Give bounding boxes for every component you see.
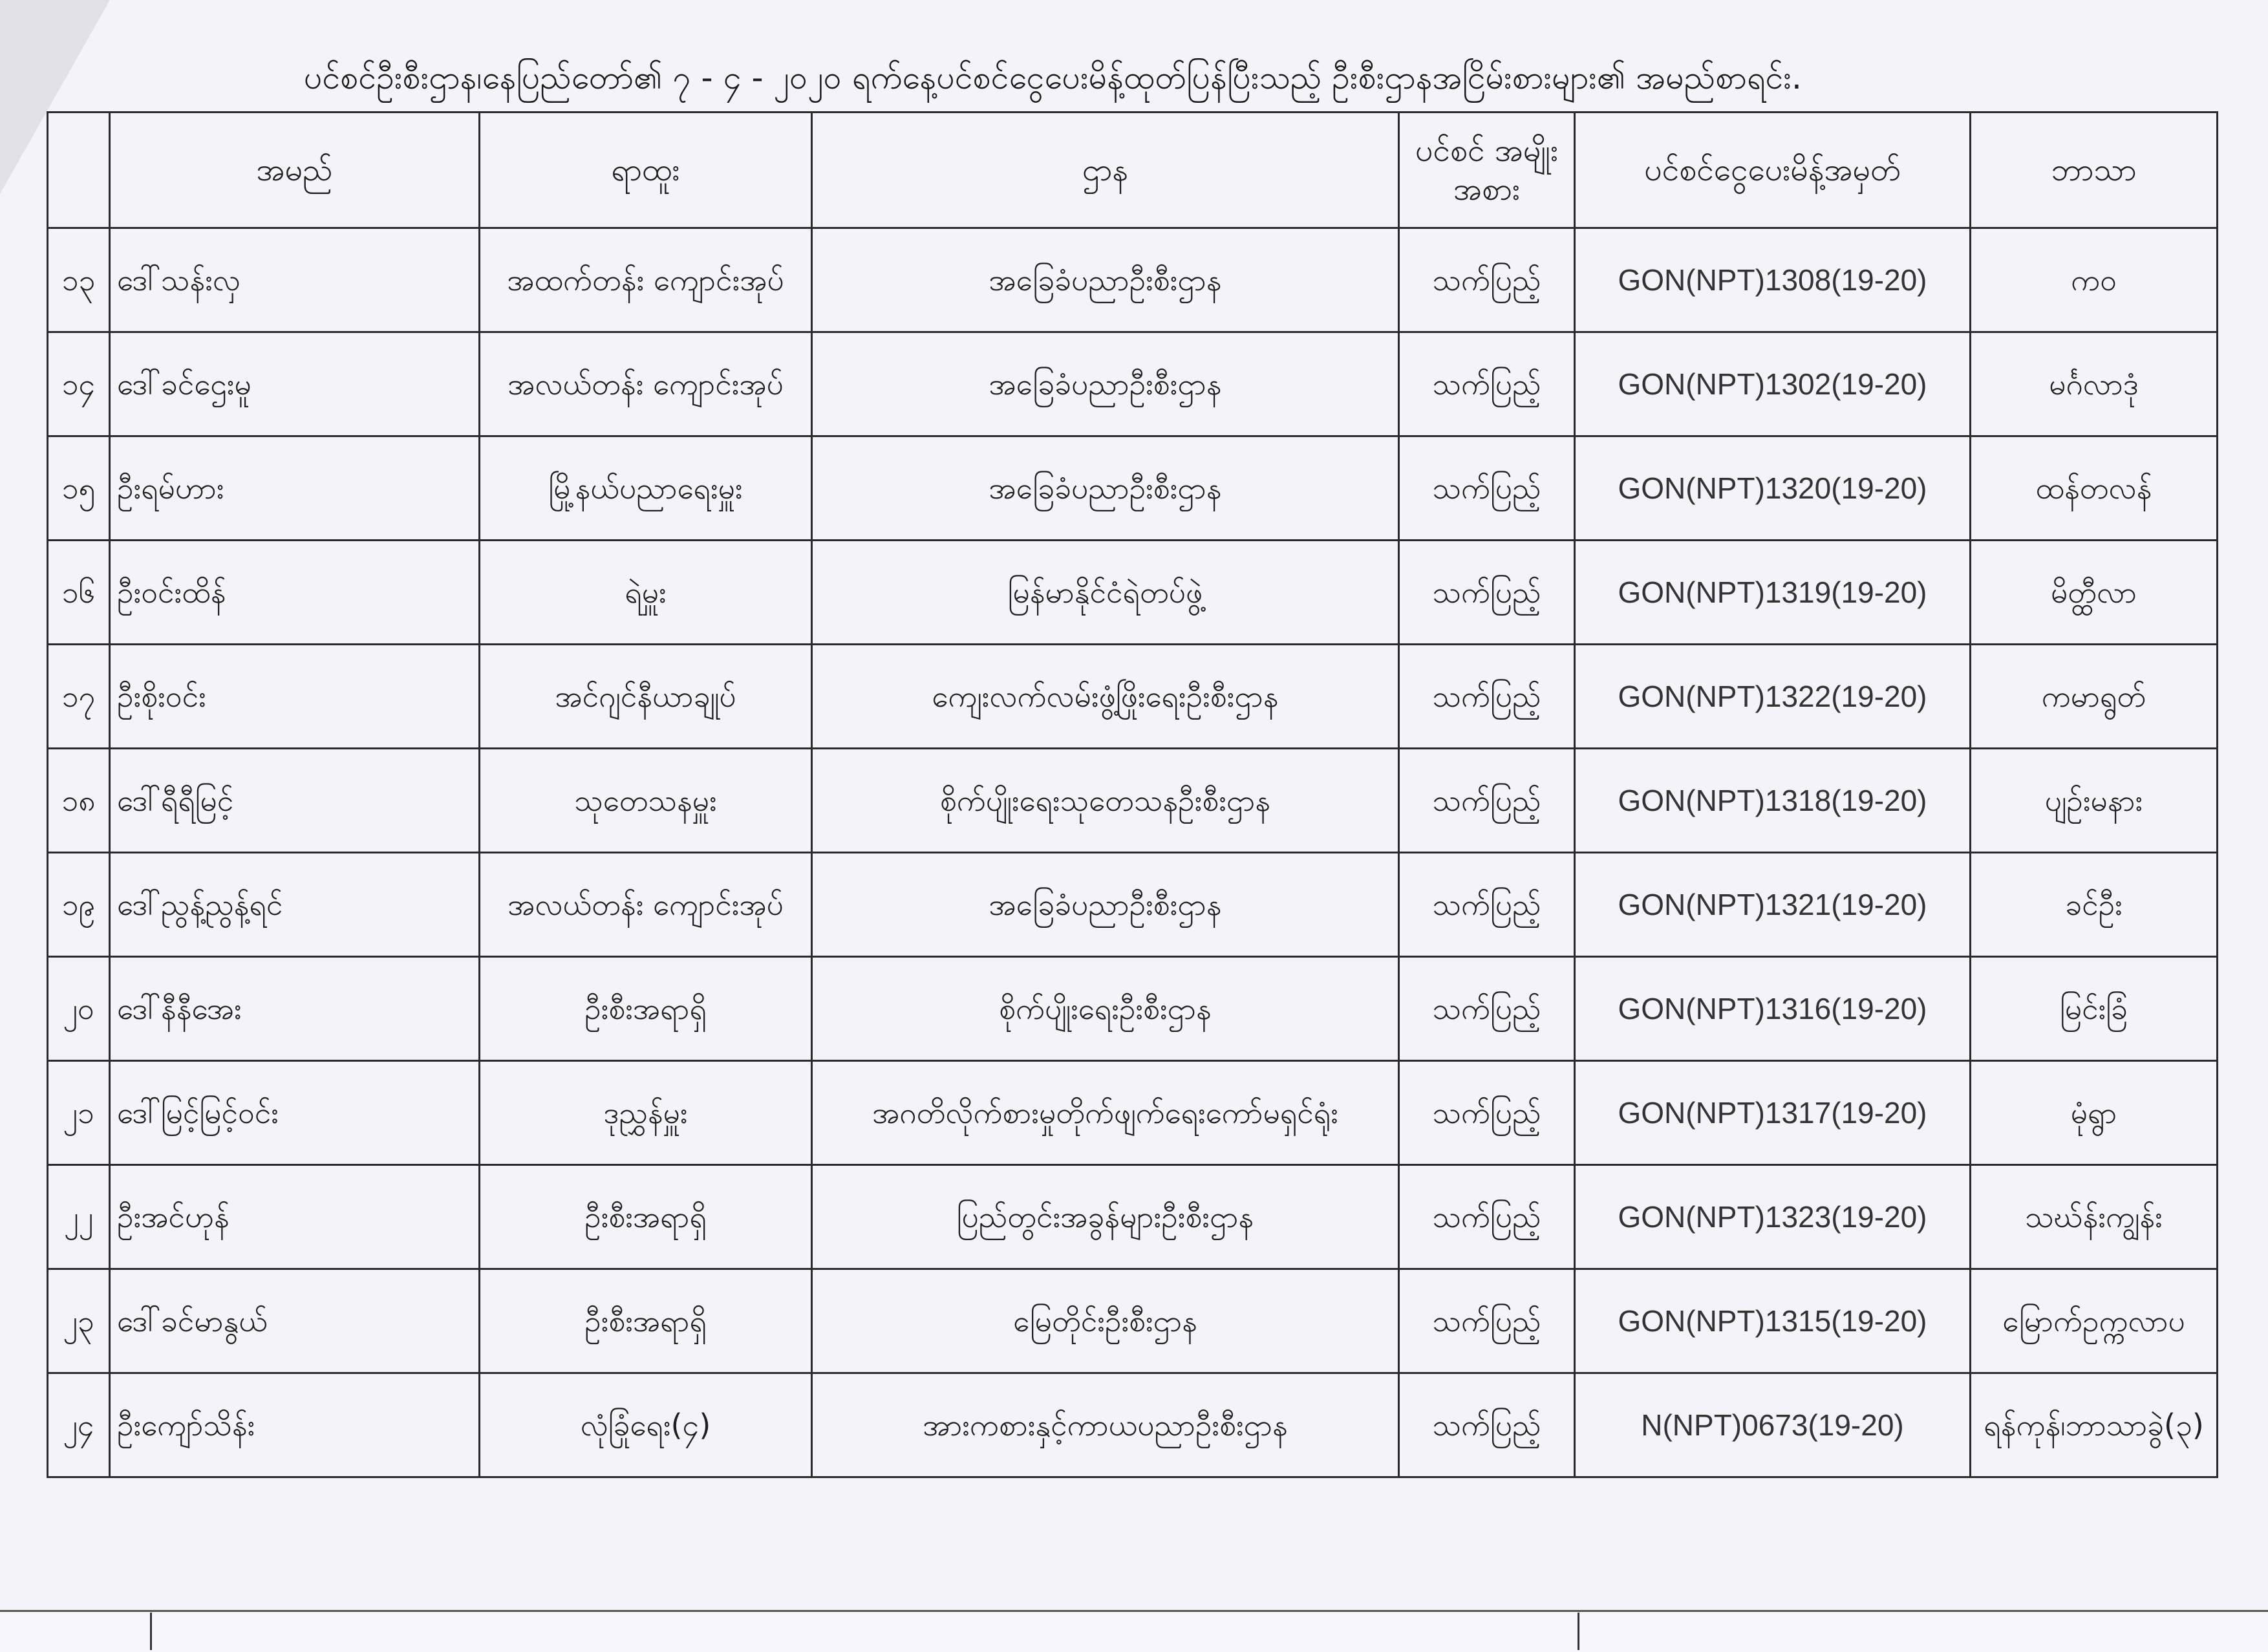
cell-department: အားကစားနှင့်ကာယပညာဦးစီးဌာန [812,1373,1399,1477]
cell-order-code: GON(NPT)1323(19-20) [1575,1165,1971,1269]
cell-subject: မိတ္ထီလာ [1971,541,2218,645]
header-subject: ဘာသာ [1971,113,2218,228]
cell-subject: သဃ်န်းကျွန်း [1971,1165,2218,1269]
cell-name: ဒေါ်ခင်မာနွယ် [110,1269,480,1373]
cell-order-code: GON(NPT)1308(19-20) [1575,228,1971,332]
cell-pension-type: သက်ပြည့် [1399,541,1575,645]
cell-order-code: GON(NPT)1319(19-20) [1575,541,1971,645]
table-row [48,436,2218,541]
cell-no: ၁၅ [48,436,110,541]
cell-name: ဒေါ်ခင်ဌေးမူ [110,332,480,436]
table-row [48,1061,2218,1165]
bottom-page-edge [0,1610,2268,1652]
cell-order-code: GON(NPT)1317(19-20) [1575,1061,1971,1165]
cell-subject: ကမာရွတ် [1971,645,2218,749]
cell-name: ဦးစိုးဝင်း [110,645,480,749]
cell-name: ဦးရမ်ဟား [110,436,480,541]
header-name: အမည် [110,113,480,228]
cell-pension-type: သက်ပြည့် [1399,853,1575,957]
header-order-code: ပင်စင်ငွေပေးမိန့်အမှတ် [1575,113,1971,228]
cell-department: အခြေခံပညာဦးစီးဌာန [812,332,1399,436]
cell-department: ပြည်တွင်းအခွန်များဦးစီးဌာန [812,1165,1399,1269]
cell-department: စိုက်ပျိုးရေးဦးစီးဌာန [812,957,1399,1061]
cell-name: ဒေါ်နီနီအေး [110,957,480,1061]
cell-name: ဦးကျော်သိန်း [110,1373,480,1477]
cell-position: အလယ်တန်း ကျောင်းအုပ် [480,332,812,436]
cell-department: စိုက်ပျိုးရေးသုတေသနဦးစီးဌာန [812,749,1399,853]
cell-subject: ကဝ [1971,228,2218,332]
pensioner-table [47,111,2218,1478]
table-row [48,645,2218,749]
header-department: ဌာန [812,113,1399,228]
table-row [48,853,2218,957]
bottom-edge-divider [1578,1613,1579,1650]
cell-order-code: GON(NPT)1321(19-20) [1575,853,1971,957]
table-row [48,957,2218,1061]
cell-subject: ပျဉ်းမနား [1971,749,2218,853]
cell-subject: ခင်ဦး [1971,853,2218,957]
cell-department: အခြေခံပညာဦးစီးဌာန [812,436,1399,541]
cell-name: ဦးအင်ဟုန် [110,1165,480,1269]
cell-name: ဒေါ်မြင့်မြင့်ဝင်း [110,1061,480,1165]
cell-subject: ထန်တလန် [1971,436,2218,541]
cell-no: ၁၃ [48,228,110,332]
header-position: ရာထူး [480,113,812,228]
cell-position: အထက်တန်း ကျောင်းအုပ် [480,228,812,332]
cell-department: အဂတိလိုက်စားမှုတိုက်ဖျက်ရေးကော်မရှင်ရုံး [812,1061,1399,1165]
cell-department: ကျေးလက်လမ်းဖွံ့ဖြိုးရေးဦးစီးဌာန [812,645,1399,749]
cell-pension-type: သက်ပြည့် [1399,645,1575,749]
cell-subject: မုံရွာ [1971,1061,2218,1165]
cell-position: ဦးစီးအရာရှိ [480,957,812,1061]
cell-order-code: GON(NPT)1322(19-20) [1575,645,1971,749]
cell-position: ဦးစီးအရာရှိ [480,1269,812,1373]
cell-name: ဦးဝင်းထိန် [110,541,480,645]
cell-department: အခြေခံပညာဦးစီးဌာန [812,228,1399,332]
cell-pension-type: သက်ပြည့် [1399,957,1575,1061]
table-row [48,228,2218,332]
cell-position: အင်ဂျင်နီယာချုပ် [480,645,812,749]
table-header-row [48,113,2218,228]
cell-no: ၂၁ [48,1061,110,1165]
cell-no: ၁၈ [48,749,110,853]
cell-no: ၂၂ [48,1165,110,1269]
table-row [48,541,2218,645]
cell-no: ၂၄ [48,1373,110,1477]
cell-position: အလယ်တန်း ကျောင်းအုပ် [480,853,812,957]
cell-name: ဒေါ်ရီရီမြင့် [110,749,480,853]
cell-order-code: GON(NPT)1302(19-20) [1575,332,1971,436]
table-row [48,1165,2218,1269]
table-row [48,749,2218,853]
cell-pension-type: သက်ပြည့် [1399,332,1575,436]
cell-pension-type: သက်ပြည့် [1399,1373,1575,1477]
cell-position: ဦးစီးအရာရှိ [480,1165,812,1269]
cell-no: ၂၀ [48,957,110,1061]
cell-name: ဒေါ်ညွန့်ညွန့်ရင် [110,853,480,957]
cell-position: မြို့နယ်ပညာရေးမှူး [480,436,812,541]
cell-subject: မင်္ဂလာဒုံ [1971,332,2218,436]
cell-order-code: N(NPT)0673(19-20) [1575,1373,1971,1477]
cell-order-code: GON(NPT)1316(19-20) [1575,957,1971,1061]
cell-position: လုံခြုံရေး(၄) [480,1373,812,1477]
cell-subject: မြင်းခြံ [1971,957,2218,1061]
cell-order-code: GON(NPT)1318(19-20) [1575,749,1971,853]
cell-name: ဒေါ်သန်းလှ [110,228,480,332]
bottom-edge-divider [150,1613,152,1650]
cell-pension-type: သက်ပြည့် [1399,1165,1575,1269]
table-row [48,332,2218,436]
cell-pension-type: သက်ပြည့် [1399,1269,1575,1373]
document-title: ပင်စင်ဦးစီးဌာန၊နေပြည်တော်၏ ၇ - ၄ - ၂၀၂၀ ရက်နေ့ပင်စင်ငွေပေးမိန့်ထုတ်ပြန်ပြီးသည့် ဦးစီးဌာနအငြိမ်းစားများ၏ အမည်စာရင်း. [304,59,1802,96]
cell-pension-type: သက်ပြည့် [1399,228,1575,332]
cell-position: ဒုညွှန်မှူး [480,1061,812,1165]
cell-department: မြေတိုင်းဦးစီးဌာန [812,1269,1399,1373]
cell-position: ရဲမှူး [480,541,812,645]
cell-no: ၂၃ [48,1269,110,1373]
cell-position: သုတေသနမှူး [480,749,812,853]
cell-pension-type: သက်ပြည့် [1399,1061,1575,1165]
cell-department: အခြေခံပညာဦးစီးဌာန [812,853,1399,957]
cell-no: ၁၉ [48,853,110,957]
cell-order-code: GON(NPT)1320(19-20) [1575,436,1971,541]
table-row [48,1269,2218,1373]
cell-no: ၁၄ [48,332,110,436]
header-pension-type: ပင်စင် အမျိုးအစား [1399,113,1575,228]
cell-pension-type: သက်ပြည့် [1399,436,1575,541]
cell-order-code: GON(NPT)1315(19-20) [1575,1269,1971,1373]
cell-no: ၁၆ [48,541,110,645]
header-no [48,113,110,228]
cell-no: ၁၇ [48,645,110,749]
cell-subject: ရန်ကုန်၊ဘာသာခွဲ(၃) [1971,1373,2218,1477]
cell-department: မြန်မာနိုင်ငံရဲတပ်ဖွဲ့ [812,541,1399,645]
cell-subject: မြောက်ဥက္ကလာပ [1971,1269,2218,1373]
cell-pension-type: သက်ပြည့် [1399,749,1575,853]
table-row [48,1373,2218,1477]
